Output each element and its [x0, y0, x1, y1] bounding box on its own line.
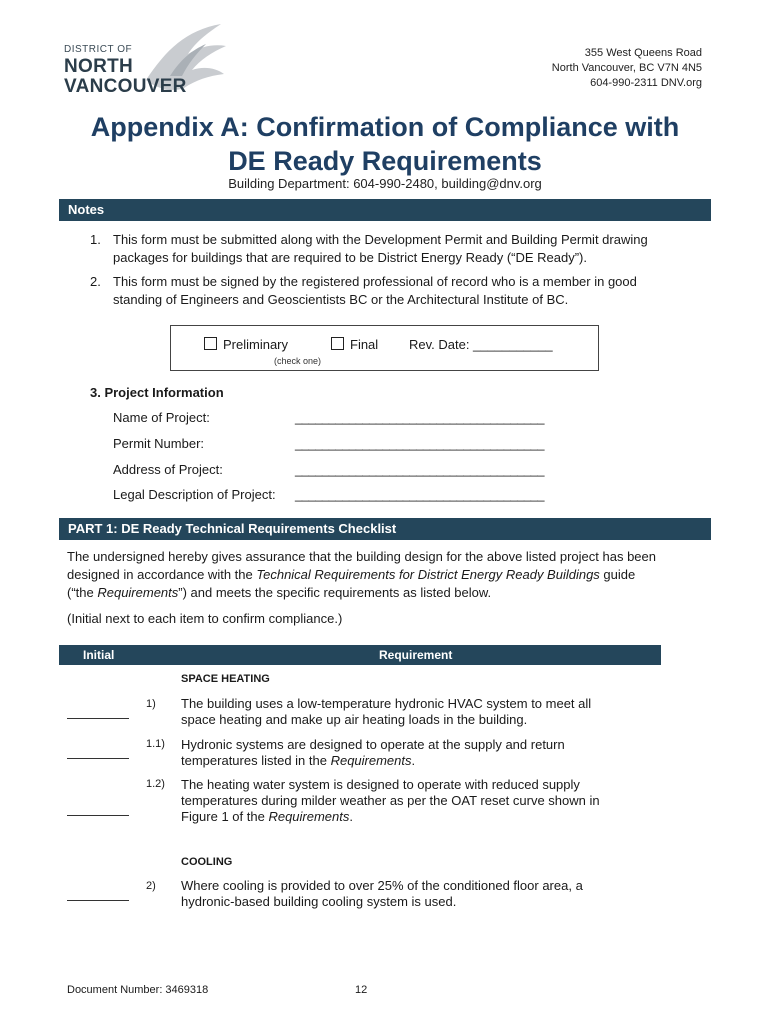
preliminary-label: Preliminary	[223, 337, 289, 352]
req-line	[181, 753, 651, 769]
req-number: 2)	[146, 880, 156, 892]
requirement-text	[181, 878, 651, 910]
req-line: The heating water system is designed to operate with reduced supply	[181, 777, 580, 792]
text-run: guide	[599, 567, 636, 582]
preliminary-option[interactable]	[204, 337, 288, 352]
project-address-label: Address of Project:	[113, 462, 223, 477]
col-requirement: Requirement	[379, 648, 453, 662]
cooling-subheading: COOLING	[181, 856, 233, 868]
note-item	[113, 231, 693, 267]
part1-line: The undersigned hereby gives assurance that the building design for the above listed project has been	[67, 549, 656, 564]
requirements-table-header	[59, 645, 661, 665]
text-run: temperatures listed in the	[181, 753, 331, 768]
address-street: 355 West Queens Road	[584, 47, 702, 59]
req-number: 1)	[146, 698, 156, 710]
legal-description-field[interactable]: _____________________________________	[295, 487, 545, 502]
requirements-term: Requirements	[268, 809, 350, 824]
col-initial: Initial	[83, 648, 115, 662]
rev-date-field[interactable]: Rev. Date: ___________	[409, 337, 553, 352]
req-line: temperatures during milder weather as per the OAT reset curve shown in	[181, 793, 600, 808]
part1-paragraph	[67, 548, 707, 602]
address-block	[552, 46, 702, 91]
requirement-text	[181, 777, 651, 825]
permit-number-label: Permit Number:	[113, 436, 205, 451]
logo-line2: NORTH	[64, 56, 134, 77]
title-line2: DE Ready Requirements	[228, 146, 542, 176]
text-run: .	[349, 809, 354, 824]
project-name-field[interactable]: _____________________________________	[295, 410, 545, 425]
final-option[interactable]	[331, 337, 378, 352]
initial-input-1-2[interactable]	[67, 815, 129, 816]
address-contact: 604-990-2311 DNV.org	[590, 77, 702, 89]
preliminary-checkbox[interactable]	[204, 337, 217, 350]
page-title	[0, 110, 770, 178]
logo-line3: VANCOUVER	[64, 76, 187, 97]
req-line: space heating and make up air heating loads in the building.	[181, 712, 528, 727]
submission-type-box	[170, 325, 599, 371]
requirements-term: Requirements	[330, 753, 412, 768]
req-line: Hydronic systems are designed to operate at the supply and return	[181, 737, 565, 752]
guide-title: Technical Requirements for District Energy Ready Buildings	[256, 567, 600, 582]
legal-description-label: Legal Description of Project:	[113, 487, 276, 502]
req-number: 1.2)	[146, 778, 165, 790]
req-line: hydronic-based building cooling system is used.	[181, 894, 457, 909]
address-city: North Vancouver, BC V7N 4N5	[551, 62, 702, 74]
final-label: Final	[350, 337, 379, 352]
initial-input-2[interactable]	[67, 900, 129, 901]
project-name-label: Name of Project:	[113, 410, 210, 425]
text-run: .	[411, 753, 416, 768]
check-one-hint: (check one)	[274, 356, 322, 366]
note-number: 1.	[90, 232, 101, 247]
initial-input-1[interactable]	[67, 718, 129, 719]
part1-line	[67, 566, 707, 584]
text-run: ”) and meets the specific requirements as listed below.	[178, 585, 492, 600]
initial-instruction: (Initial next to each item to confirm compliance.)	[67, 611, 343, 626]
req-line: The building uses a low-temperature hydronic HVAC system to meet all	[181, 696, 592, 711]
permit-number-field[interactable]: _____________________________________	[295, 436, 545, 451]
project-address-field[interactable]: _____________________________________	[295, 462, 545, 477]
page-number: 12	[355, 984, 368, 996]
department-contact: Building Department: 604-990-2480, building@dnv.org	[228, 176, 542, 191]
logo-line1: DISTRICT OF	[64, 44, 133, 55]
document-number: Document Number: 3469318	[67, 984, 209, 996]
initial-input-1-1[interactable]	[67, 758, 129, 759]
space-heating-subheading: SPACE HEATING	[181, 673, 270, 685]
text-run: designed in accordance with the	[67, 567, 257, 582]
note-line: This form must be signed by the registered professional of record who is a member in good	[113, 274, 637, 289]
notes-heading: Notes	[59, 199, 711, 221]
note-line: packages for buildings that are required to be District Energy Ready (“DE Ready”).	[113, 250, 587, 265]
text-run: (“the	[67, 585, 98, 600]
final-checkbox[interactable]	[331, 337, 344, 350]
part1-line	[67, 584, 707, 602]
note-line: This form must be submitted along with the Development Permit and Building Permit drawing	[113, 232, 648, 247]
requirements-term: Requirements	[97, 585, 179, 600]
req-line	[181, 809, 651, 825]
district-logo	[64, 20, 244, 100]
requirement-text	[181, 737, 651, 769]
text-run: Figure 1 of the	[181, 809, 269, 824]
title-line1: Appendix A: Confirmation of Compliance with	[90, 112, 680, 142]
project-info-heading: 3. Project Information	[90, 385, 224, 400]
requirement-text	[181, 696, 651, 728]
note-item	[113, 273, 693, 309]
req-number: 1.1)	[146, 738, 165, 750]
req-line: Where cooling is provided to over 25% of the conditioned floor area, a	[181, 878, 583, 893]
note-line: standing of Engineers and Geoscientists BC or the Architectural Institute of BC.	[113, 292, 569, 307]
part1-heading: PART 1: DE Ready Technical Requirements Checklist	[59, 518, 711, 540]
note-number: 2.	[90, 274, 101, 289]
